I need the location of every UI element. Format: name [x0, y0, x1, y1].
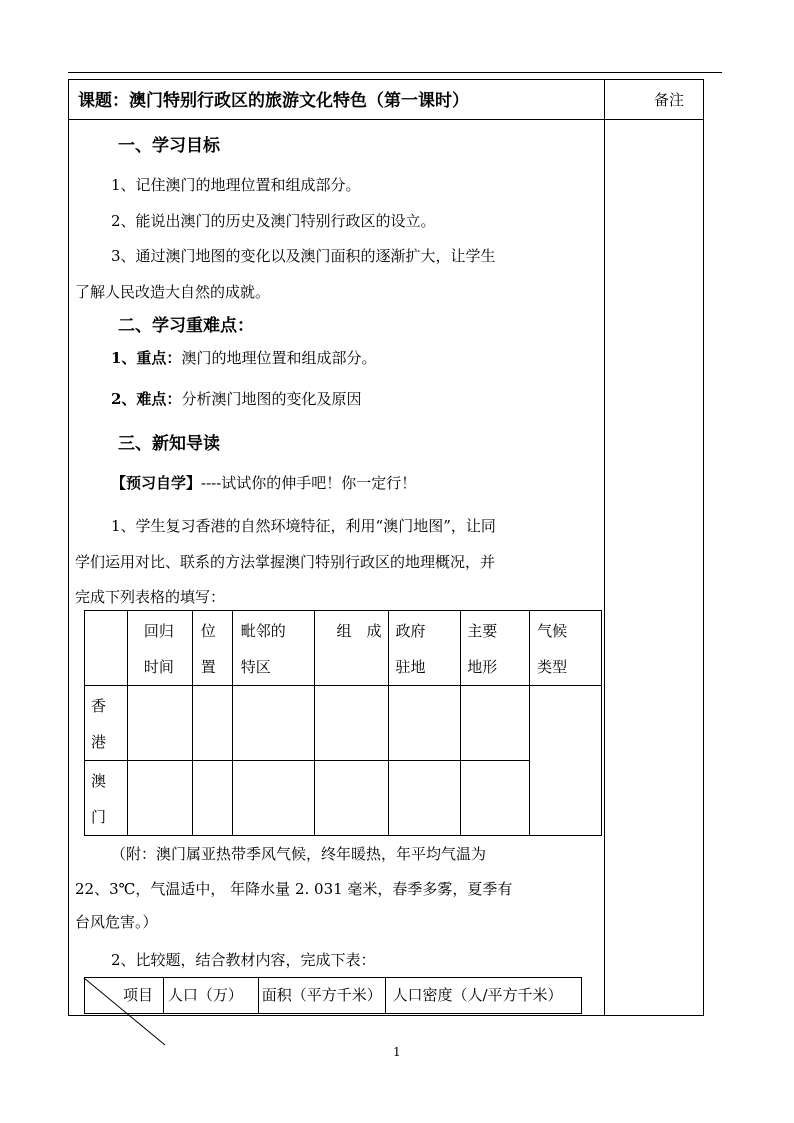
table-header-cell: 组 成: [314, 611, 389, 686]
section-heading-preview: 三、新知导读: [118, 434, 220, 454]
appendix-line2: 22、3℃，气温适中， 年降水量 2. 031 毫米，春季多雾，夏季有: [75, 880, 513, 898]
table2-header-cell: 人口（万）: [163, 978, 258, 1014]
task1-line2: 学们运用对比、联系的方法掌握澳门特别行政区的地理概况，并: [75, 553, 496, 571]
table-header-cell: 回归 时间: [127, 611, 192, 686]
preview-label: 【预习自学】: [111, 474, 202, 492]
difficult-point-label: 2、难点：: [111, 390, 182, 408]
key-point-label: 1、重点：: [111, 349, 182, 367]
objective-item-2: 2、能说出澳门的历史及澳门特别行政区的设立。: [111, 212, 436, 230]
objective-item-3-line1: 3、通过澳门地图的变化以及澳门面积的逐渐扩大，让学生: [111, 247, 496, 265]
notes-label: 备注: [654, 91, 685, 109]
objective-item-3-line2: 了解人民改造大自然的成就。: [75, 283, 271, 301]
difficult-point-text: 分析澳门地图的变化及原因: [181, 390, 362, 408]
preview-text: ----试试你的伸手吧！你一定行！: [201, 474, 417, 492]
task1-line3: 完成下列表格的填写：: [75, 588, 226, 606]
appendix-line1: （附：澳门属亚热带季风气候，终年暖热，年平均气温为: [111, 845, 487, 863]
key-point-text: 澳门的地理位置和组成部分。: [181, 349, 377, 367]
row-label-macau: 澳 门: [85, 761, 128, 836]
table-header-cell: 主要 地形: [461, 611, 530, 686]
objective-item-1: 1、记住澳门的地理位置和组成部分。: [111, 176, 361, 194]
table-header-cell: 位 置: [192, 611, 232, 686]
table2-header-cell: 面积（平方千米）: [258, 978, 386, 1014]
row-label-hongkong: 香 港: [85, 686, 128, 761]
table2-header-cell: 人口密度（人/平方千米）: [386, 978, 582, 1014]
page-number: 1: [393, 1045, 401, 1059]
table2-header-cell-item: 项目: [85, 978, 164, 1014]
section-heading-objectives: 一、学习目标: [118, 136, 220, 156]
section-heading-key-points: 二、学习重难点：: [118, 316, 254, 336]
table-header-cell: 气候 类型: [530, 611, 602, 686]
task1-line1: 1、学生复习香港的自然环境特征，利用“澳门地图”，让同: [111, 517, 496, 535]
task2-line: 2、比较题，结合教材内容，完成下表：: [111, 951, 376, 969]
appendix-line3: 台风危害。）: [75, 913, 158, 931]
table-header-cell: 政府 驻地: [389, 611, 461, 686]
lesson-title: 课题：澳门特别行政区的旅游文化特色（第一课时）: [78, 91, 469, 111]
table-header-cell: 毗邻的 特区: [232, 611, 314, 686]
